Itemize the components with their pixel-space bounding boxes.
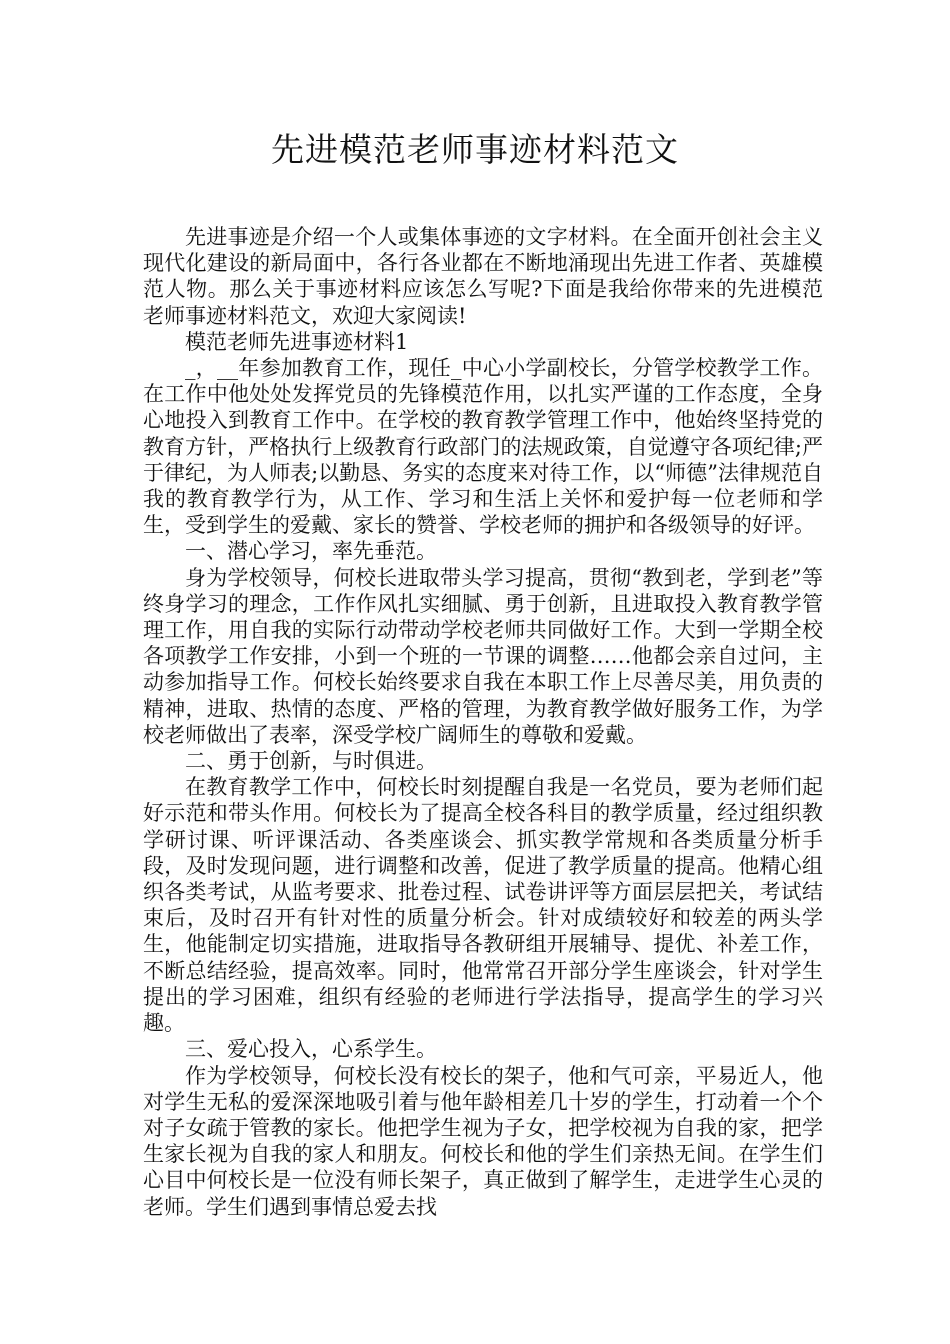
body-paragraph: 身为学校领导，何校长进取带头学习提高，贯彻“教到老，学到老”等终身学习的理念，工作作风扎实细腻、勇于创新，且进取投入教育教学管理工作，用自我的实际行动带动学校老师共同做好工作。大到一学期全校各项教学工作安排，小到一个班的一节课的调整……他都会亲自过问，主动参加指导工作。何校长始终要求自我在本职工作上尽善尽美，用负责的精神，进取、热情的态度、严格的管理，为教育教学做好服务工作，为学校老师做出了表率，深受学校广阔师生的尊敬和爱戴。 [143, 565, 823, 747]
body-paragraph: _，__年参加教育工作，现任_中心小学副校长，分管学校教学工作。在工作中他处处发挥党员的先锋模范作用，以扎实严谨的工作态度，全身心地投入到教育工作中。在学校的教育教学管理工作中，他始终坚持党的教育方针，严格执行上级教育行政部门的法规政策，自觉遵守各项纪律;严于律纪，为人师表;以勤恳、务实的态度来对待工作，以“师德”法律规范自我的教育教学行为，从工作、学习和生活上关怀和爱护每一位老师和学生，受到学生的爱戴、家长的赞誉、学校老师的拥护和各级领导的好评。 [143, 356, 823, 538]
section-heading-material-1: 模范老师先进事迹材料1 [185, 329, 409, 354]
document-title: 先进模范老师事迹材料范文 [271, 130, 679, 169]
body-paragraph: 在教育教学工作中，何校长时刻提醒自我是一名党员，要为老师们起好示范和带头作用。何校长为了提高全校各科目的教学质量，经过组织教学研讨课、听评课活动、各类座谈会、抓实教学常规和各类质量分析手段，及时发现问题，进行调整和改善，促进了教学质量的提高。他精心组织各类考试，从监考要求、批卷过程、试卷讲评等方面层层把关，考试结束后，及时召开有针对性的质量分析会。针对成绩较好和较差的两头学生，他能制定切实措施，进取指导各教研组开展辅导、提优、补差工作，不断总结经验，提高效率。同时，他常常召开部分学生座谈会，针对学生提出的学习困难，组织有经验的老师进行学法指导，提高学生的学习兴趣。 [143, 775, 823, 1036]
intro-paragraph: 先进事迹是介绍一个人或集体事迹的文字材料。在全面开创社会主义现代化建设的新局面中，各行各业都在不断地涌现出先进工作者、英雄模范人物。那么关于事迹材料应该怎么写呢?下面是我给你带来的先进模范老师事迹材料范文，欢迎大家阅读! [143, 225, 823, 328]
section-heading-3: 三、爱心投入，心系学生。 [185, 1037, 437, 1062]
document-body [143, 224, 823, 1220]
body-paragraph: 作为学校领导，何校长没有校长的架子，他和气可亲，平易近人，他对学生无私的爱深深地吸引着与他年龄相差几十岁的学生，打动着一个个对子女疏于管教的家长。他把学生视为子女，把学校视为自我的家，把学生家长视为自我的家人和朋友。何校长和他的学生们亲热无间。在学生们心目中何校长是一位没有师长架子，真正做到了解学生，走进学生心灵的老师。学生们遇到事情总爱去找 [143, 1063, 823, 1219]
section-heading-2: 二、勇于创新，与时俱进。 [185, 749, 437, 774]
section-heading-1: 一、潜心学习，率先垂范。 [185, 539, 437, 564]
